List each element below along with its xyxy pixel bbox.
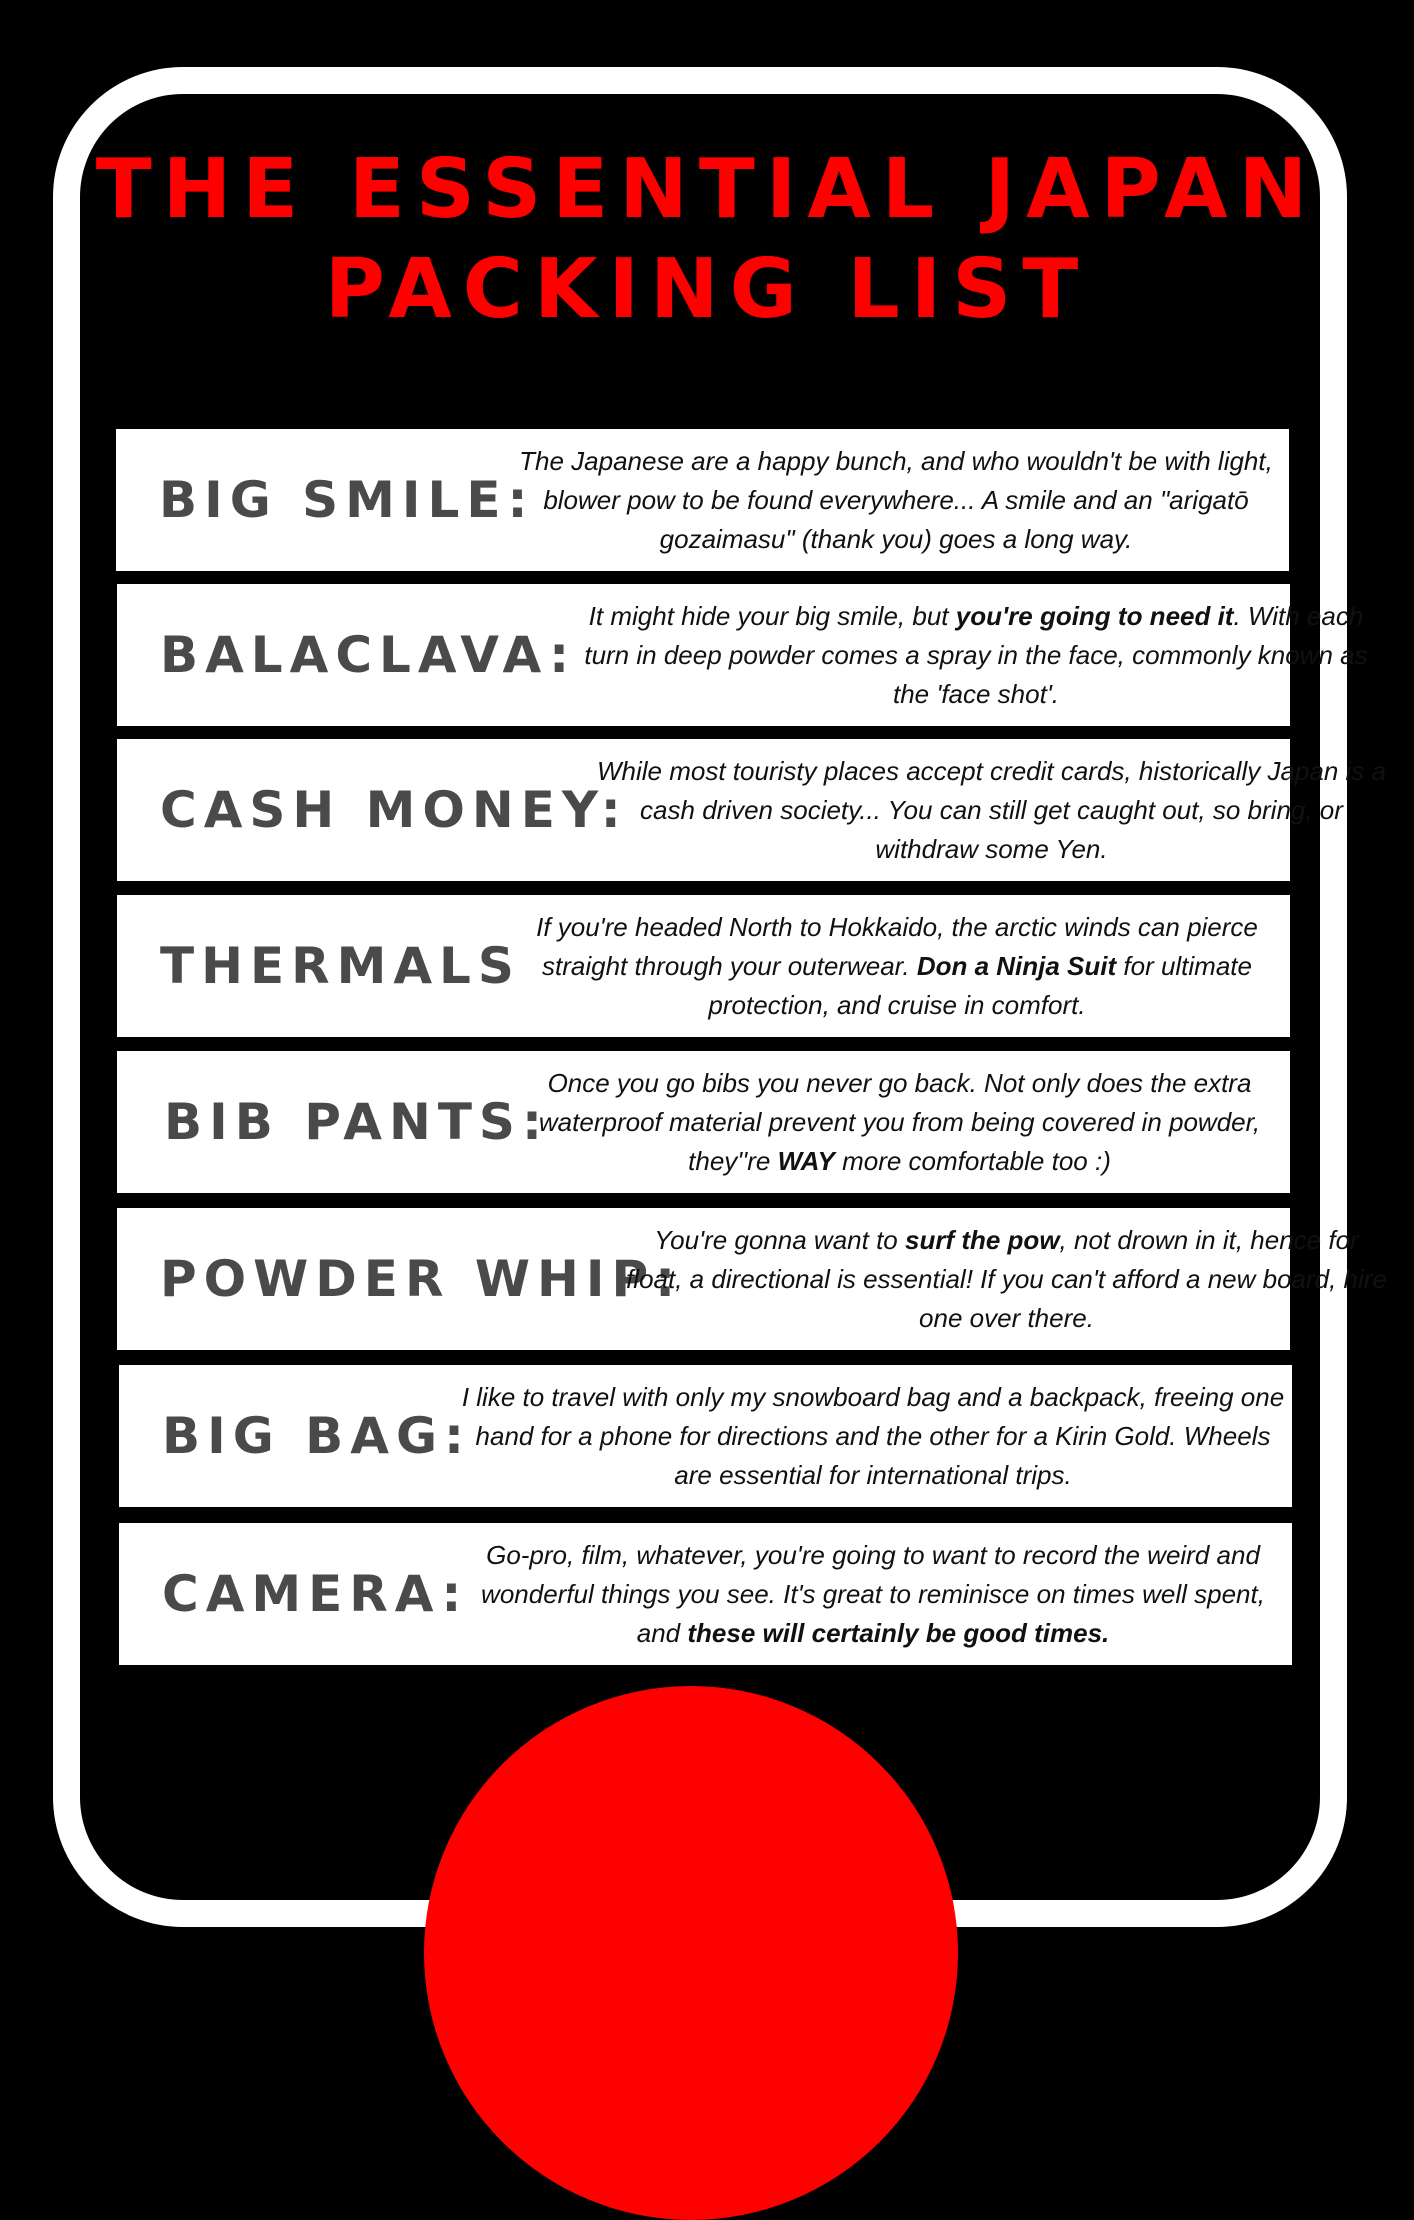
body-text: Go-pro, film, whatever, you're going to want to record the weird and wonderful things you see. It's great to reminisce on times well spent, and	[481, 1539, 1265, 1648]
description-text	[458, 1378, 1288, 1495]
item-description	[458, 1365, 1288, 1507]
item-description	[458, 1523, 1288, 1665]
body-text: more comfortable too :)	[834, 1145, 1111, 1176]
list-item	[117, 1051, 1290, 1193]
list-item	[116, 429, 1289, 571]
item-label: CASH MONEY:	[160, 781, 628, 839]
title-line-2: PACKING LIST	[324, 242, 1090, 337]
body-text: , not drown in it, hence for float, a directional is essential! If you can't afford a new board, hire one over there.	[626, 1224, 1387, 1333]
list-item	[119, 1523, 1292, 1665]
list-item	[117, 1208, 1387, 1350]
list-item	[117, 895, 1290, 1037]
emphasis-text: surf the pow	[904, 1224, 1060, 1255]
description-text	[501, 442, 1291, 559]
title-line-1: THE ESSENTIAL JAPAN	[95, 142, 1319, 237]
description-text	[623, 1221, 1390, 1338]
item-label: THERMALS	[160, 937, 521, 995]
emphasis-text: Don a Ninja Suit	[916, 950, 1117, 981]
body-text: While most touristy places accept credit cards, historically Japan is a cash driven society... You can still get caught out, so bring, or withdraw some Yen.	[597, 755, 1386, 864]
item-description	[502, 895, 1292, 1037]
item-label: BIG SMILE:	[159, 471, 535, 529]
body-text: . With each turn in deep powder comes a spray in the face, commonly known as the 'face shot'.	[584, 600, 1368, 709]
page-title	[0, 140, 1414, 340]
red-sun-circle	[424, 1686, 958, 2220]
item-description	[593, 739, 1390, 881]
description-text	[567, 597, 1385, 714]
list-item	[119, 1365, 1292, 1507]
description-text	[507, 1064, 1292, 1181]
list-item	[117, 739, 1386, 881]
emphasis-text: WAY	[777, 1145, 835, 1176]
body-text: The Japanese are a happy bunch, and who wouldn't be with light, blower pow to be found everywhere... A smile and an "arigatō gozaimasu" (thank you) goes a long way.	[519, 445, 1273, 554]
item-description	[501, 429, 1291, 571]
description-text	[593, 752, 1390, 869]
body-text: Once you go bibs you never go back. Not only does the extra waterproof material prevent you from being covered in powder, they''re	[538, 1067, 1261, 1176]
item-description	[623, 1208, 1390, 1350]
item-label: BIG BAG:	[162, 1407, 472, 1465]
description-text	[502, 908, 1292, 1025]
body-text: It might hide your big smile, but	[588, 600, 956, 631]
item-label: POWDER WHIP:	[160, 1250, 683, 1308]
emphasis-text: these will certainly be good times.	[687, 1617, 1110, 1648]
item-description	[507, 1051, 1292, 1193]
description-text	[458, 1536, 1288, 1653]
body-text: for ultimate protection, and cruise in comfort.	[708, 950, 1252, 1020]
item-label: CAMERA:	[162, 1565, 469, 1623]
body-text: I like to travel with only my snowboard bag and a backpack, freeing one hand for a phone for directions and the other for a Kirin Gold. Wheels are essential for international trips.	[461, 1381, 1285, 1490]
item-label: BIB PANTS:	[164, 1093, 549, 1151]
body-text: You're gonna want to	[654, 1224, 905, 1255]
emphasis-text: you're going to need it	[955, 600, 1234, 631]
item-description	[567, 584, 1385, 726]
list-item	[117, 584, 1368, 726]
item-label: BALACLAVA:	[160, 626, 577, 684]
body-text: If you're headed North to Hokkaido, the arctic winds can pierce straight through your outerwear.	[536, 911, 1258, 981]
